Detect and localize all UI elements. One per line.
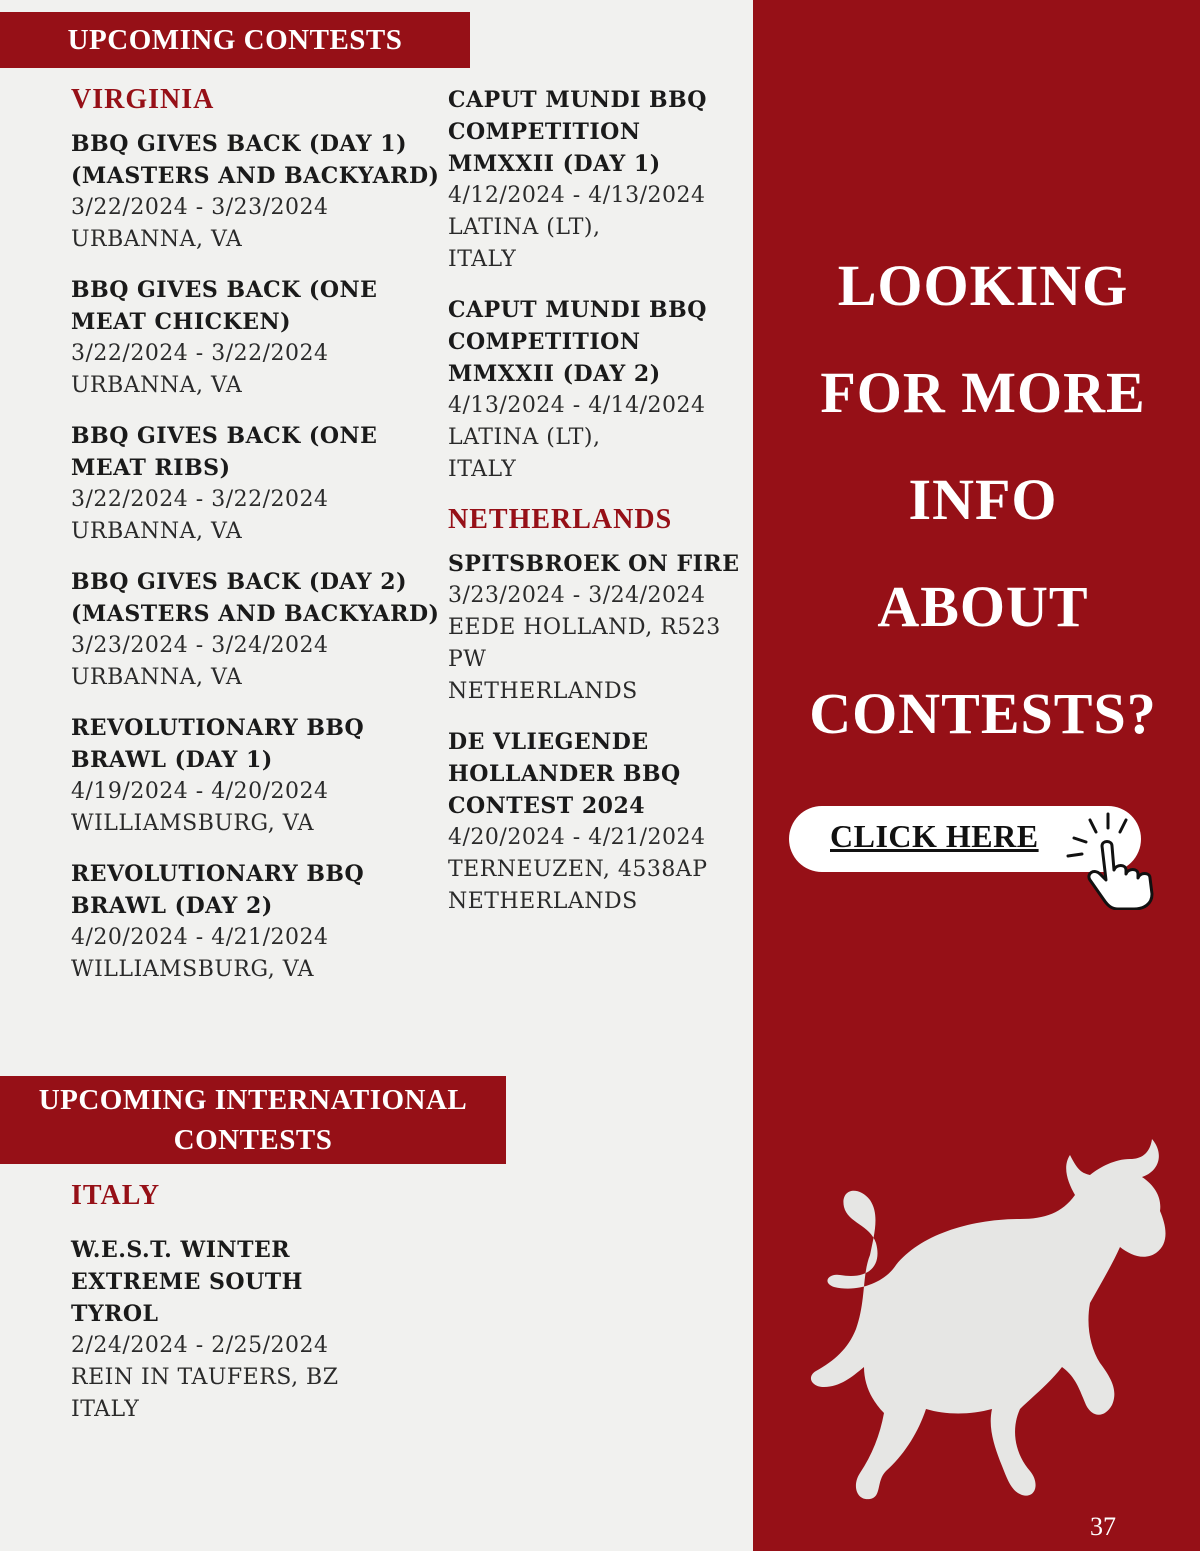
event-dates: 3/23/2024 - 3/24/2024 xyxy=(448,583,706,608)
event-name: BBQ GIVES BACK (DAY 2) (MASTERS AND BACKYARD) xyxy=(71,569,440,627)
event-country: ITALY xyxy=(448,247,517,272)
cta-line: LOOKING xyxy=(837,253,1129,318)
event-dates: 3/22/2024 - 3/22/2024 xyxy=(71,487,329,512)
bull-silhouette-icon xyxy=(800,1115,1180,1510)
event-location: WILLIAMSBURG, VA xyxy=(71,957,315,982)
event-dates: 3/22/2024 - 3/22/2024 xyxy=(71,341,329,366)
event-item xyxy=(71,1234,451,1426)
event-name: BBQ GIVES BACK (ONE MEAT RIBS) xyxy=(71,423,378,481)
event-location: LATINA (LT), xyxy=(448,425,601,450)
event-name: CAPUT MUNDI BBQ COMPETITION MMXXII (DAY 2) xyxy=(448,297,707,387)
event-item xyxy=(71,566,451,694)
virginia-section xyxy=(71,84,451,1004)
event-item xyxy=(71,274,451,402)
event-location: EEDE HOLLAND, R523 PW xyxy=(448,615,721,672)
looking-for-more-info-heading xyxy=(753,232,1200,767)
event-location: TERNEUZEN, 4538AP xyxy=(448,857,708,882)
event-location: LATINA (LT), xyxy=(448,215,601,240)
event-name: DE VLIEGENDE HOLLANDER BBQ CONTEST 2024 xyxy=(448,729,681,819)
event-name: REVOLUTIONARY BBQ BRAWL (DAY 1) xyxy=(71,715,365,773)
italy-netherlands-section xyxy=(448,84,748,936)
event-item xyxy=(448,548,748,708)
region-heading-netherlands: NETHERLANDS xyxy=(448,504,673,535)
page-number: 37 xyxy=(1090,1512,1116,1541)
event-dates: 4/20/2024 - 4/21/2024 xyxy=(71,925,329,950)
italy-section xyxy=(71,1180,451,1444)
upcoming-contests-banner: UPCOMING CONTESTS xyxy=(0,12,470,68)
region-heading-italy: ITALY xyxy=(71,1180,161,1211)
event-name: BBQ GIVES BACK (DAY 1) (MASTERS AND BACKYARD) xyxy=(71,131,440,189)
event-name: BBQ GIVES BACK (ONE MEAT CHICKEN) xyxy=(71,277,378,335)
event-item xyxy=(448,84,748,276)
event-dates: 4/13/2024 - 4/14/2024 xyxy=(448,393,706,418)
event-location: REIN IN TAUFERS, BZ xyxy=(71,1365,339,1390)
banner-line: CONTESTS xyxy=(173,1124,333,1156)
event-name: SPITSBROEK ON FIRE xyxy=(448,551,740,577)
event-item xyxy=(71,128,451,256)
event-location: WILLIAMSBURG, VA xyxy=(71,811,315,836)
event-name: W.E.S.T. WINTER EXTREME SOUTH TYROL xyxy=(71,1237,303,1327)
upcoming-international-banner xyxy=(0,1076,506,1164)
cta-line: CONTESTS? xyxy=(809,681,1157,746)
region-heading-virginia: VIRGINIA xyxy=(71,84,215,115)
event-dates: 4/12/2024 - 4/13/2024 xyxy=(448,183,706,208)
event-country: NETHERLANDS xyxy=(448,889,638,914)
event-dates: 3/22/2024 - 3/23/2024 xyxy=(71,195,329,220)
cta-line: FOR MORE xyxy=(820,360,1146,425)
event-name: REVOLUTIONARY BBQ BRAWL (DAY 2) xyxy=(71,861,365,919)
event-country: ITALY xyxy=(71,1397,140,1422)
event-item xyxy=(448,294,748,486)
event-name: CAPUT MUNDI BBQ COMPETITION MMXXII (DAY 1) xyxy=(448,87,707,177)
click-here-label[interactable]: CLICK HERE xyxy=(830,818,1039,854)
cta-line: ABOUT xyxy=(877,574,1089,639)
event-dates: 4/20/2024 - 4/21/2024 xyxy=(448,825,706,850)
event-country: ITALY xyxy=(448,457,517,482)
banner-line: UPCOMING INTERNATIONAL xyxy=(38,1084,468,1116)
event-item xyxy=(71,712,451,840)
event-location: URBANNA, VA xyxy=(71,227,243,252)
event-item xyxy=(448,726,748,918)
event-dates: 3/23/2024 - 3/24/2024 xyxy=(71,633,329,658)
event-location: URBANNA, VA xyxy=(71,665,243,690)
cta-line: INFO xyxy=(908,467,1058,532)
event-country: NETHERLANDS xyxy=(448,679,638,704)
pointing-hand-icon[interactable] xyxy=(1060,810,1180,910)
event-item xyxy=(71,858,451,986)
event-dates: 2/24/2024 - 2/25/2024 xyxy=(71,1333,329,1358)
event-location: URBANNA, VA xyxy=(71,373,243,398)
event-item xyxy=(71,420,451,548)
event-dates: 4/19/2024 - 4/20/2024 xyxy=(71,779,329,804)
event-location: URBANNA, VA xyxy=(71,519,243,544)
